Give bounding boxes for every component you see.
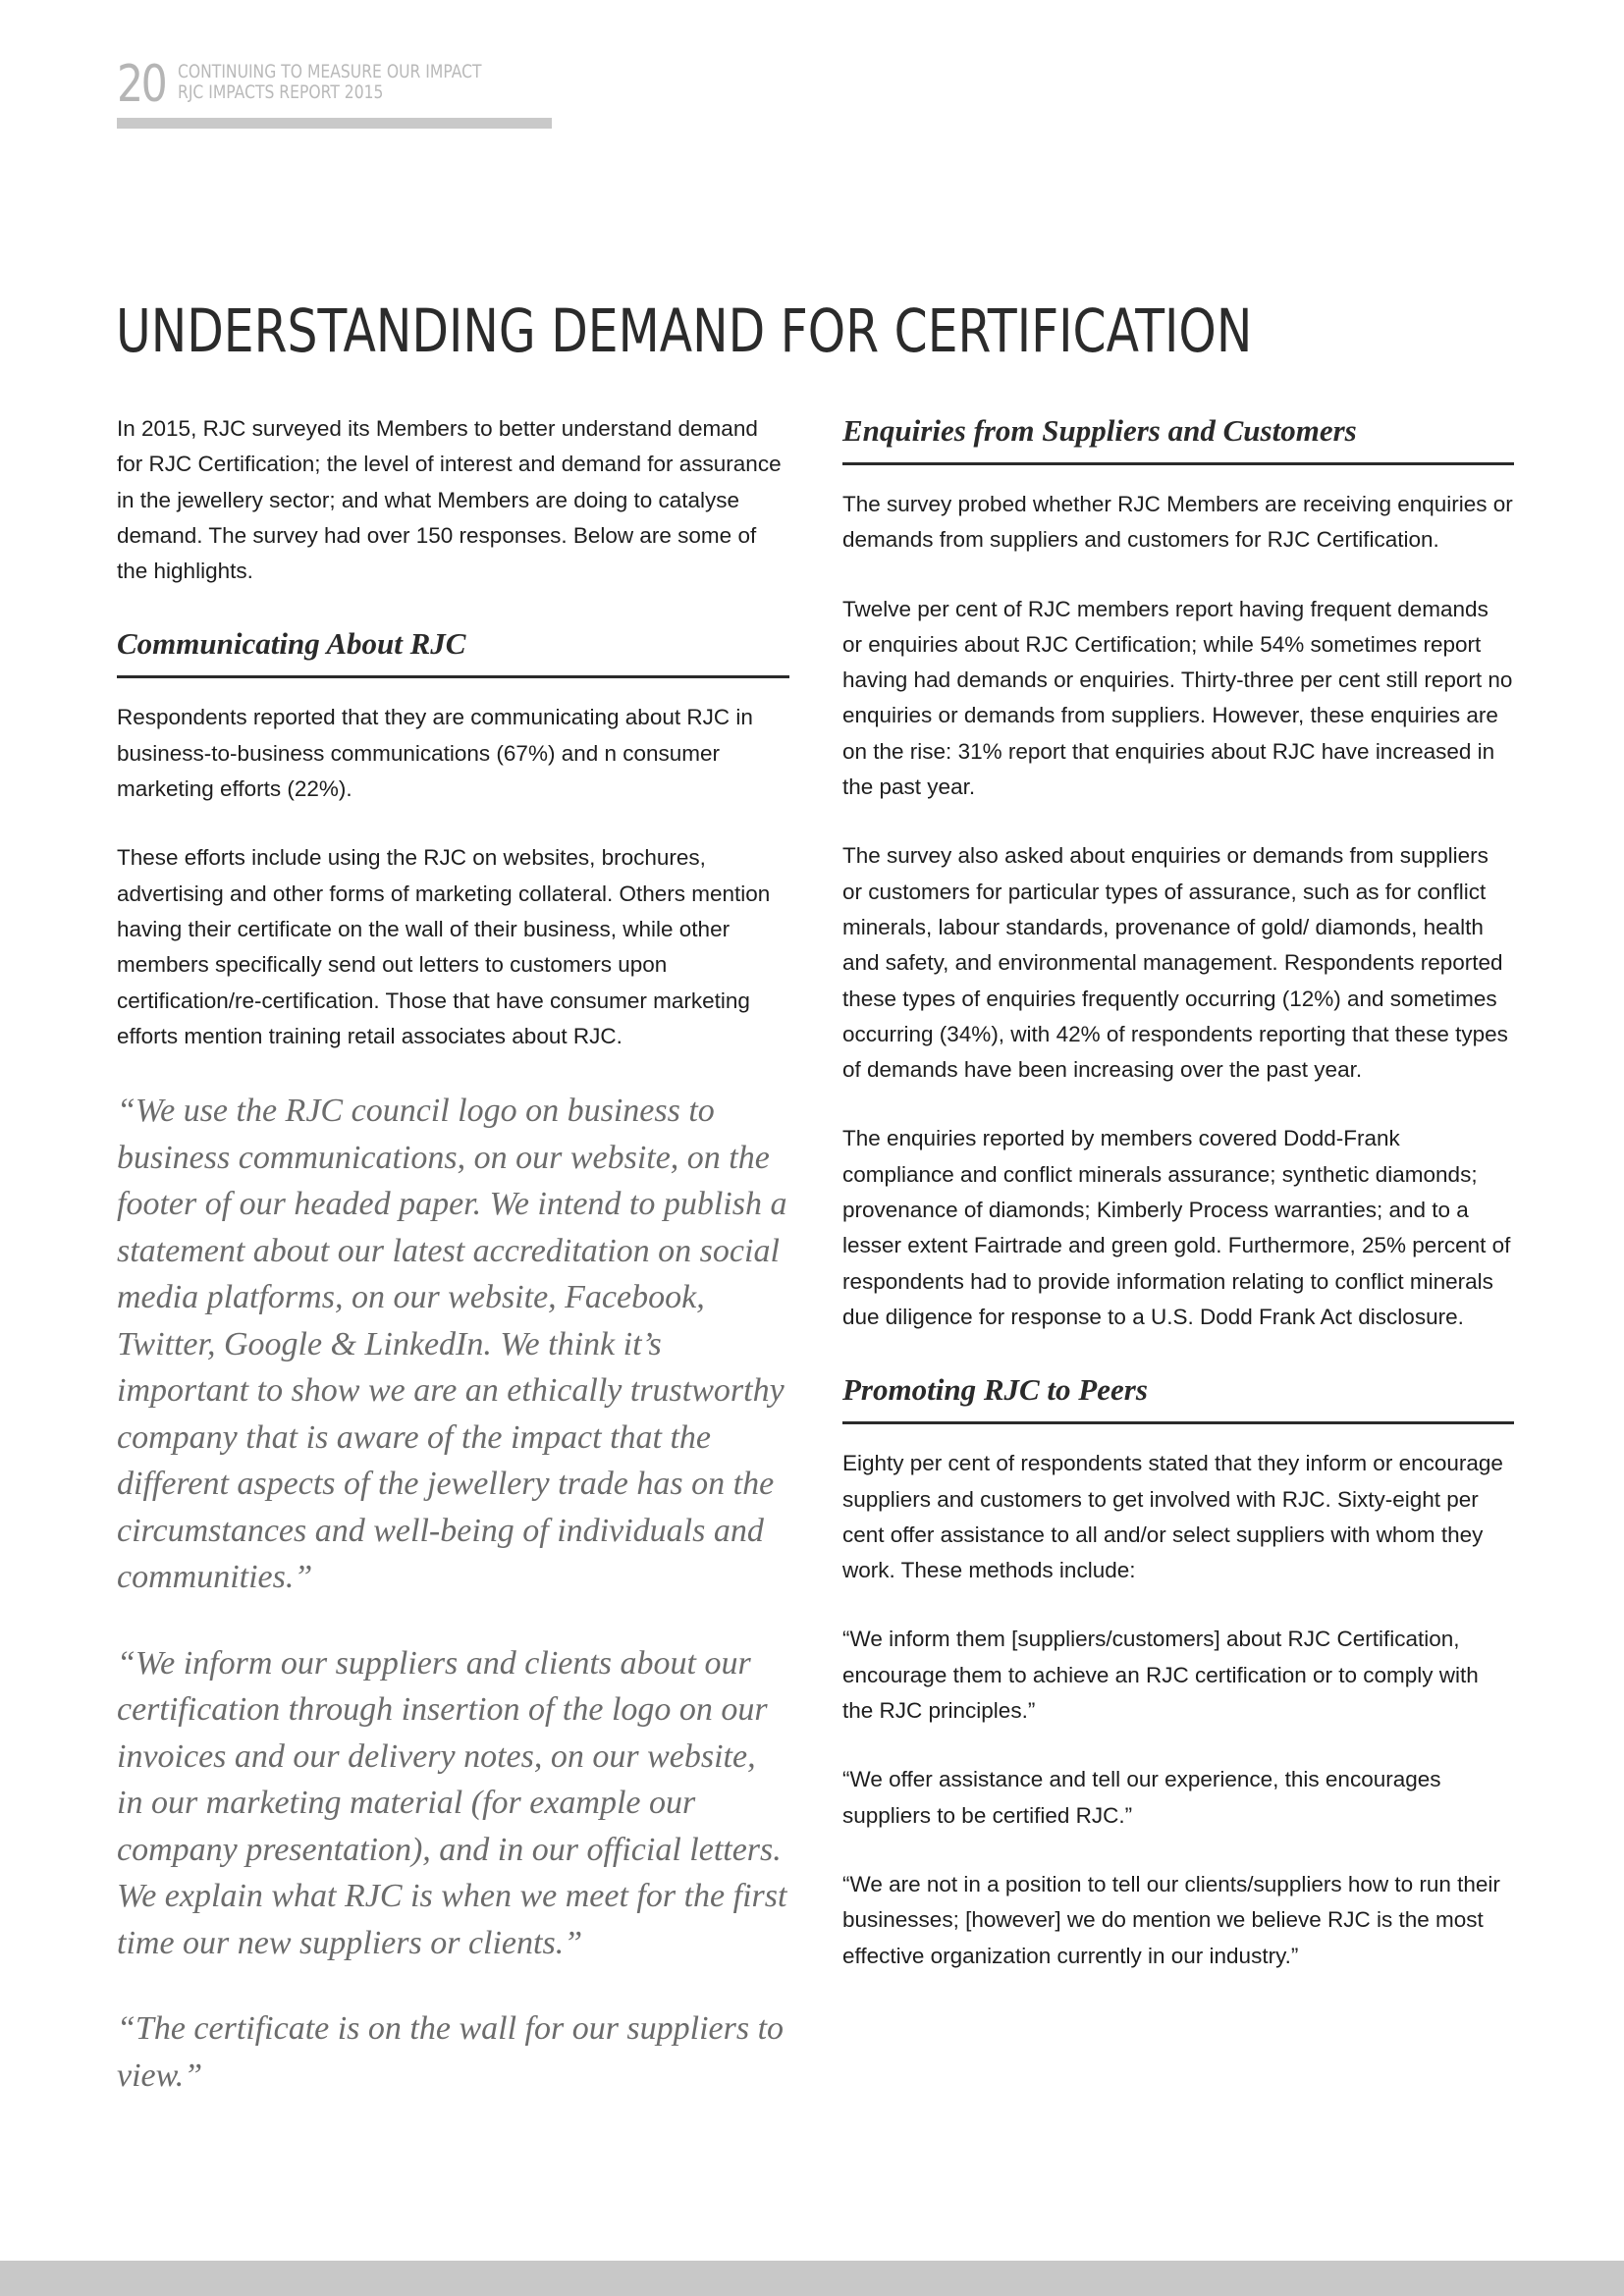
- pull-quote-1: “We use the RJC council logo on business to business communications, on our website, on the footer of our headed paper. We intend to publish a statement about our latest accreditation on social media platforms, on our website, Facebook, Twitter, Google & LinkedIn. We think it’s important to show we are an ethically trustworthy company that is aware of the impact that the different aspects of the jewellery trade has on the circumstances and well-being of individuals and communities.”: [117, 1093, 787, 1596]
- promoting-quote-3: “We are not in a position to tell our clients/suppliers how to run their businesses; [however] we do mention we believe RJC is the most effective organization currently in our industry.”: [842, 1871, 1500, 1968]
- communicating-paragraph-2: These efforts include using the RJC on websites, brochures, advertising and other forms of marketing collateral. Others mention having their certificate on the wall of their business, while other members specifically send out letters to customers upon certification/re-certification. Those that have consumer marketing efforts mention training retail associates about RJC.: [117, 845, 771, 1048]
- enquiries-paragraph-3: The survey also asked about enquiries or demands from suppliers or customers for particular types of assurance, such as for conflict minerals, labour standards, provenance of gold/ diamonds, health and safety, and environmental management. Respondents reported these types of enquiries frequently occurring (12%) and sometimes occurring (34%), with 42% of respondents reporting that these types of demands have been increasing over the past year.: [842, 843, 1508, 1083]
- section-heading-communicating: Communicating About RJC: [117, 624, 789, 678]
- header-text: [178, 62, 548, 103]
- header-line-1: CONTINUING TO MEASURE OUR IMPACT: [178, 61, 482, 82]
- promoting-quote-1: “We inform them [suppliers/customers] about RJC Certification, encourage them to achieve an RJC certification or to comply with the RJC principles.”: [842, 1627, 1479, 1724]
- footer-band: [0, 2261, 1624, 2296]
- enquiries-paragraph-1: The survey probed whether RJC Members are receiving enquiries or demands from suppliers and customers for RJC Certification.: [842, 492, 1513, 553]
- header-divider: [117, 118, 552, 129]
- pull-quote-3: “The certificate is on the wall for our suppliers to view.”: [117, 2010, 785, 2094]
- section-heading-enquiries: Enquiries from Suppliers and Customers: [842, 411, 1514, 465]
- enquiries-paragraph-4: The enquiries reported by members covered Dodd-Frank compliance and conflict minerals assurance; synthetic diamonds; provenance of diamonds; Kimberly Process warranties; and to a lesser extent Fairtrade and green gold. Furthermore, 25% percent of respondents had to provide information relating to conflict minerals due diligence for response to a U.S. Dodd Frank Act disclosure.: [842, 1126, 1511, 1329]
- page-title: UNDERSTANDING DEMAND FOR CERTIFICATION: [116, 296, 1253, 366]
- header-line-2: RJC IMPACTS REPORT 2015: [178, 81, 384, 103]
- communicating-paragraph-1: Respondents reported that they are communicating about RJC in business-to-business communications (67%) and n consumer marketing efforts (22%).: [117, 705, 753, 802]
- right-column: [842, 411, 1514, 1974]
- pull-quote-2: “We inform our suppliers and clients about our certification through insertion of the logo on our invoices and our delivery notes, on our website, in our marketing material (for example our company presentation), and in our official letters. We explain what RJC is when we meet for the first time our new suppliers or clients.”: [117, 1644, 787, 1961]
- section-heading-promoting: Promoting RJC to Peers: [842, 1370, 1514, 1424]
- promoting-paragraph: Eighty per cent of respondents stated that they inform or encourage suppliers and customers to get involved with RJC. Sixty-eight per cent offer assistance to all and/or select suppliers with whom they work. These methods include:: [842, 1451, 1503, 1583]
- left-column: [117, 411, 789, 2099]
- promoting-quote-2: “We offer assistance and tell our experience, this encourages suppliers to be certified RJC.”: [842, 1767, 1441, 1828]
- page-number: 20: [117, 55, 166, 114]
- intro-paragraph: In 2015, RJC surveyed its Members to better understand demand for RJC Certification; the level of interest and demand for assurance in the jewellery sector; and what Members are doing to catalyse demand. The survey had over 150 responses. Below are some of the highlights.: [117, 416, 782, 584]
- enquiries-paragraph-2: Twelve per cent of RJC members report having frequent demands or enquiries about RJC Certification; while 54% sometimes report having had demands or enquiries. Thirty-three per cent still report no enquiries or demands from suppliers. However, these enquiries are on the rise: 31% report that enquiries about RJC have increased in the past year.: [842, 596, 1513, 800]
